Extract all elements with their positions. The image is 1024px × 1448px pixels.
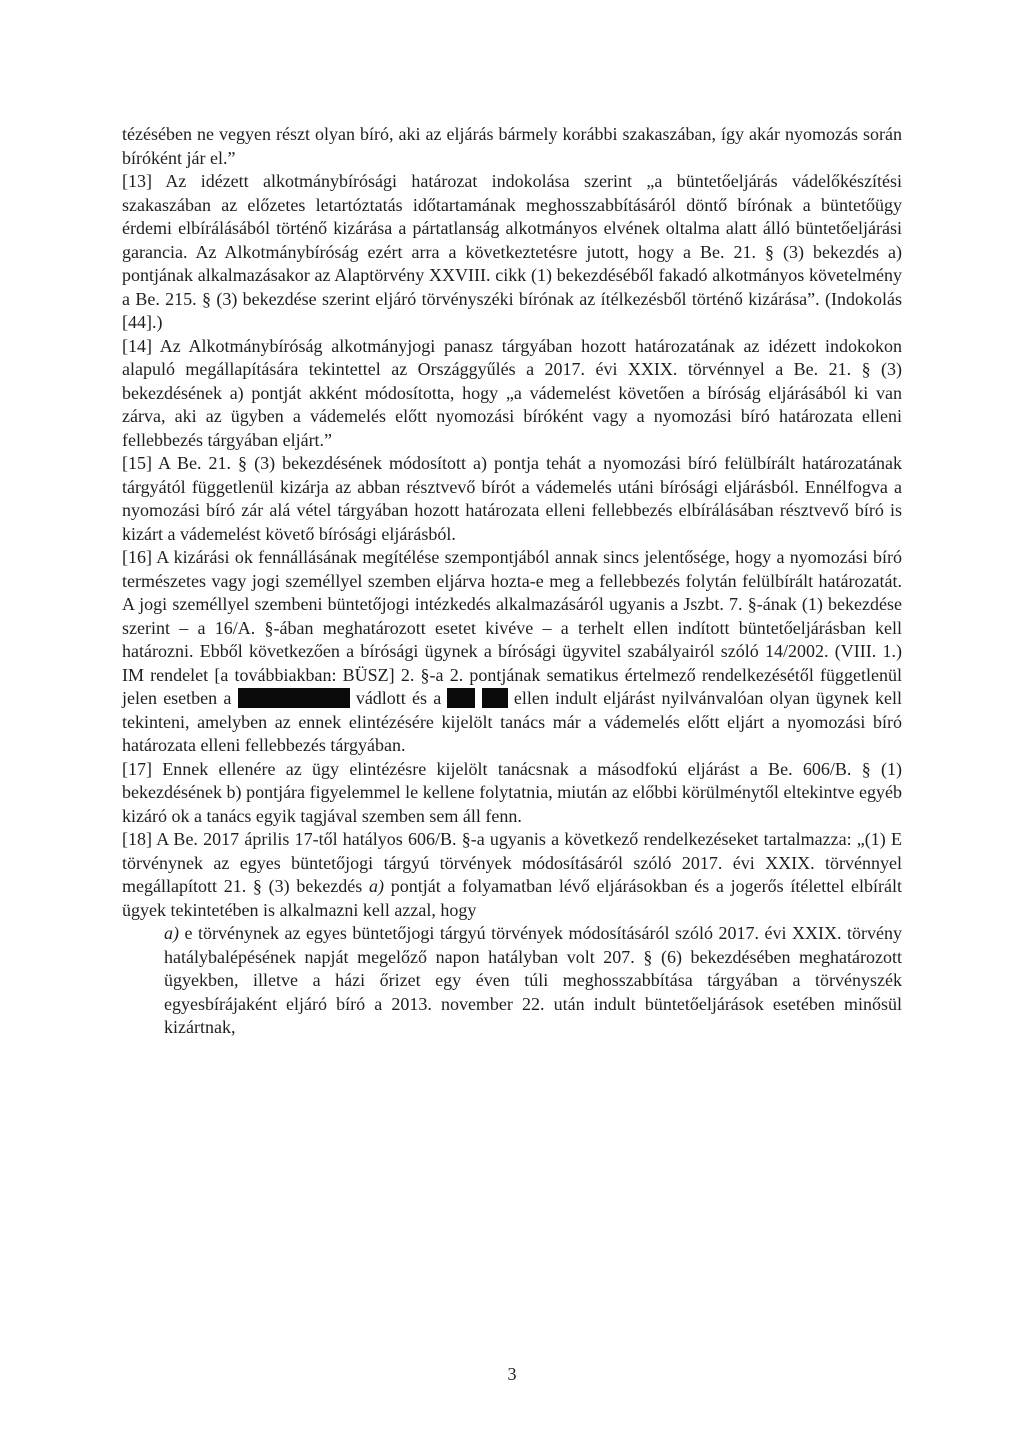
redaction-block <box>482 688 508 708</box>
paragraph-18-italic: a) <box>369 876 385 896</box>
paragraph-a-text: e törvénynek az egyes büntetőjogi tárgyú törvények módosításáról szóló 2017. évi XXIX. törvény hatálybalépésének napját megelőző napon hatályban volt 207. § (6) bekezdésében meghatározott ügyekben, illetve a házi őrizet egy éven túli meghosszabbítása tárgyában a törvényszék egyesbírájaként eljáró bíró a 2013. november 22. után indult büntetőeljárások esetében minősül kizártnak, <box>164 923 902 1037</box>
paragraph-16-part-3: ellen indult eljárást nyilvánvalóan olyan ügynek kell tekinteni, amelyben az ennek elintézésére kijelölt tanács már a vádemelés előtt eljárt a nyomozási bíró határozata elleni fellebbezés tárgyában. <box>122 688 903 755</box>
paragraph-15: [15] A Be. 21. § (3) bekezdésének módosított a) pontja tehát a nyomozási bíró felülbírált határozatának tárgyától függetlenül kizárja az abban résztvevő bírót a vádemelés utáni bírósági eljárásból. Ennélfogva a nyomozási bíró zár alá vétel tárgyában hozott határozata elleni fellebbezés elbírálásában résztvevő bíró is kizárt a vádemelést követő bírósági eljárásból. <box>122 453 902 544</box>
paragraph-a <box>122 922 902 1040</box>
paragraph-17: [17] Ennek ellenére az ügy elintézésre kijelölt tanácsnak a másodfokú eljárást a Be. 606/B. § (1) bekezdésének b) pontjára figyelemmel le kellene folytatnia, miután az előbbi körülménytől eltekintve egyéb kizáró ok a tanács egyik tagjával szemben sem áll fenn. <box>122 758 902 826</box>
paragraph-continuation: tézésében ne vegyen részt olyan bíró, aki az eljárás bármely korábbi szakaszában, így akár nyomozás során bíróként jár el.” <box>122 124 902 168</box>
paragraph-18-part-1: [18] A Be. 2017 április 17-től hatályos 606/B. §-a ugyanis a következő rendelkezéseket tartalmazza: „(1) E törvénynek az egyes büntetőjogi tárgyú törvények módosításáról szóló 2017. évi XXIX. törvénnyel megállapított 21. § (3) bekezdés <box>122 829 902 896</box>
paragraph-18-part-2: pontját a folyamatban lévő eljárásokban és a jogerős ítélettel elbírált ügyek tekintetében is alkalmazni kell azzal, hogy <box>122 876 902 920</box>
paragraph-18 <box>122 828 902 922</box>
paragraph-14: [14] Az Alkotmánybíróság alkotmányjogi panasz tárgyában hozott határozatának az idézett indokokon alapuló megállapítására tekintettel az Országgyűlés a 2017. évi XXIX. törvénnyel a Be. 21. § (3) bekezdésének a) pontját akként módosította, hogy „a vádemelést követően a bíróság eljárásából ki van zárva, aki az ügyben a vádemelés előtt nyomozási bíróként vagy a nyomozási bíró határozata elleni fellebbezés tárgyában eljárt.” <box>122 335 902 450</box>
paragraph-16 <box>122 546 902 758</box>
page-number: 3 <box>507 1364 517 1384</box>
paragraph-a-label: a) <box>164 923 179 943</box>
document-body <box>122 123 902 1040</box>
paragraph-16-part-2: vádlott és a <box>355 688 442 708</box>
redaction-block <box>238 688 350 708</box>
paragraph-13: [13] Az idézett alkotmánybírósági határozat indokolása szerint „a büntetőeljárás vádelőkészítési szakaszában az előzetes letartóztatás időtartamának meghosszabbításáról döntő bírónak a büntetőügy érdemi elbírálásából történő kizárása a pártatlanság alkotmányos elvének oltalma alatt álló büntetőeljárási garancia. Az Alkotmánybíróság ezért arra a következtetésre jutott, hogy a Be. 21. § (3) bekezdés a) pontjának alkalmazásakor az Alaptörvény XXVIII. cikk (1) bekezdéséből fakadó alkotmányos követelmény a Be. 215. § (3) bekezdése szerint eljáró törvényszéki bírónak az ítélkezésből történő kizárása”. (Indokolás [44].) <box>122 171 902 332</box>
paragraph-16-part-1: [16] A kizárási ok fennállásának megítélése szempontjából annak sincs jelentősége, hogy a nyomozási bíró természetes vagy jogi személlyel szemben eljárva hozta-e meg a fellebbezés folytán felülbírált határozatát. A jogi személlyel szembeni büntetőjogi intézkedés alkalmazásáról ugyanis a Jszbt. 7. §-ának (1) bekezdése szerint – a 16/A. §-ában meghatározott esetet kivéve – a terhelt ellen indított büntetőeljárásban kell határozni. Ebből következően a bírósági ügynek a bírósági ügyvitel szabályairól szóló 14/2002. (VIII. 1.) IM rendelet [a továbbiakban: BÜSZ] 2. §-a 2. pontjának sematikus értelmező rendelkezésétől függetlenül jelen esetben a <box>122 547 902 708</box>
redaction-block <box>447 688 475 708</box>
